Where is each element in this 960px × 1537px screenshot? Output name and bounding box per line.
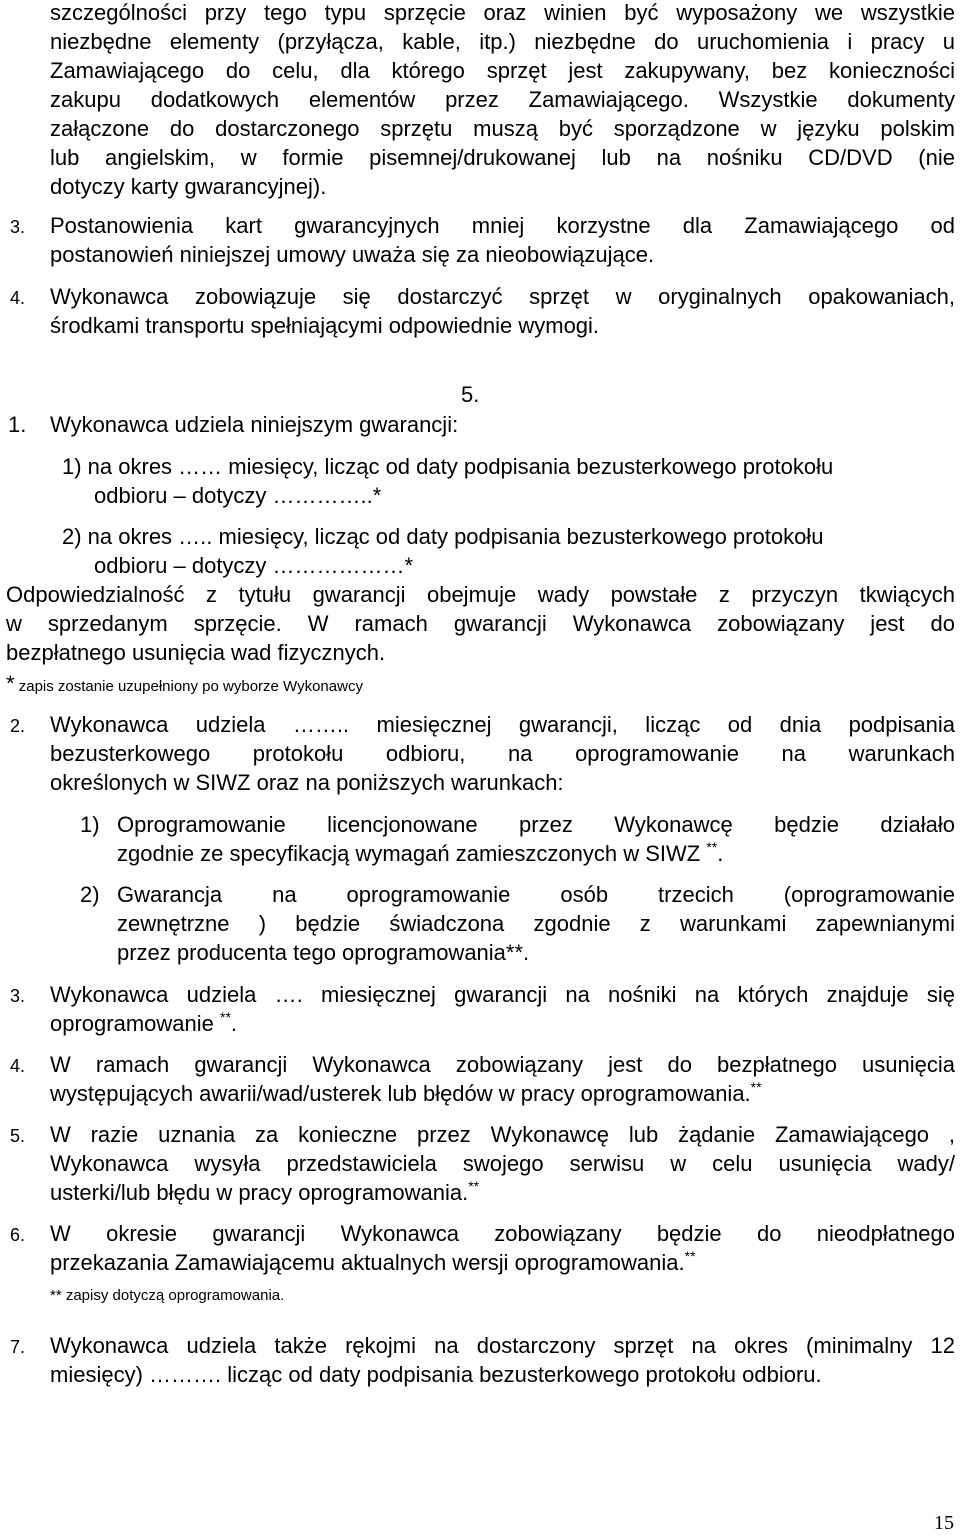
paragraph-line: zakupu dodatkowych elementów przez Zamawiającego. Wszystkie dokumenty <box>50 87 955 112</box>
paragraph-line: bezpłatnego usunięcia wad fizycznych. <box>6 640 386 665</box>
item-number: 2) <box>80 882 100 907</box>
paragraph-line: środkami transportu spełniającymi odpowiednie wymogi. <box>50 313 600 338</box>
paragraph-line: w sprzedanym sprzęcie. W ramach gwarancji Wykonawca zobowiązany jest do <box>6 611 955 636</box>
paragraph-line: postanowień niniejszej umowy uważa się za nieobowiązujące. <box>50 242 655 267</box>
footnote-text: zapis zostanie uzupełniony po wyborze Wykonawcy <box>14 678 363 695</box>
paragraph-line <box>50 1079 762 1108</box>
paragraph-line: Wykonawca udziela także rękojmi na dostarczony sprzęt na okres (minimalny 12 <box>50 1333 955 1358</box>
footnote-ref: ** <box>706 839 718 855</box>
line-text: oprogramowanie <box>50 1011 214 1036</box>
paragraph-line: bezusterkowego protokołu odbioru, na oprogramowanie na warunkach <box>50 741 955 766</box>
item-number: 4. <box>10 288 26 308</box>
line-text: zgodnie ze specyfikacją wymagań zamieszczonych w SIWZ <box>117 841 701 866</box>
warranty-option-line: odbioru – dotyczy …………..* <box>94 483 382 508</box>
item-number: 6. <box>10 1225 26 1245</box>
section-header: 5. <box>461 382 480 407</box>
paragraph-line <box>50 1248 696 1277</box>
paragraph-line <box>117 839 723 868</box>
paragraph-line: szczególności przy tego typu sprzęcie oraz winien być wyposażony we wszystkie <box>50 0 955 25</box>
paragraph-line: W ramach gwarancji Wykonawca zobowiązany jest do bezpłatnego usunięcia <box>50 1052 955 1077</box>
paragraph-line: dotyczy karty gwarancyjnej). <box>50 174 327 199</box>
paragraph-line <box>50 1009 237 1038</box>
item-number: 2. <box>10 716 26 736</box>
line-tail: . <box>230 1011 238 1036</box>
item-number: 5. <box>10 1126 26 1146</box>
item-number: 1. <box>8 412 27 437</box>
paragraph-line: Odpowiedzialność z tytułu gwarancji obejmuje wady powstałe z przyczyn tkwiących <box>6 582 955 607</box>
line-text: przekazania Zamawiającemu aktualnych wersji oprogramowania. <box>50 1250 685 1275</box>
item-number: 3. <box>10 986 26 1006</box>
paragraph-line: miesięcy) ………. licząc od daty podpisania bezusterkowego protokołu odbioru. <box>50 1362 822 1387</box>
footnote-ref: ** <box>220 1009 231 1025</box>
paragraph-line: Wykonawca udziela …. miesięcznej gwarancji na nośniki na których znajduje się <box>50 982 955 1007</box>
footnote-ref: ** <box>684 1248 696 1264</box>
paragraph-line: określonych w SIWZ oraz na poniższych warunkach: <box>50 770 564 795</box>
paragraph-line <box>50 1178 479 1207</box>
item-number: 4. <box>10 1056 26 1076</box>
paragraph-line: Wykonawca wysyła przedstawiciela swojego serwisu w celu usunięcia wady/ <box>50 1151 955 1176</box>
item-number: 7. <box>10 1337 26 1357</box>
line-text: występujących awarii/wad/usterek lub błędów w pracy oprogramowania. <box>50 1081 751 1106</box>
paragraph-line: niezbędne elementy (przyłącza, kable, itp.) niezbędne do uruchomienia i pracy u <box>50 29 955 54</box>
item-number: 3. <box>10 217 26 237</box>
paragraph-line: W razie uznania za konieczne przez Wykonawcę lub żądanie Zamawiającego , <box>50 1122 955 1147</box>
footnote-ref: ** <box>750 1079 762 1095</box>
paragraph-line: Postanowienia kart gwarancyjnych mniej korzystne dla Zamawiającego od <box>50 213 955 238</box>
footnote-ref: ** <box>468 1178 480 1194</box>
paragraph-line: załączone do dostarczonego sprzętu muszą być sporządzone w języku polskim <box>50 116 955 141</box>
footnote <box>6 671 363 697</box>
paragraph-line: Wykonawca udziela …….. miesięcznej gwarancji, licząc od dnia podpisania <box>50 712 955 737</box>
paragraph-line: W okresie gwarancji Wykonawca zobowiązany będzie do nieodpłatnego <box>50 1221 955 1246</box>
warranty-option-line: odbioru – dotyczy ………………* <box>94 553 414 578</box>
line-text: usterki/lub błędu w pracy oprogramowania. <box>50 1180 469 1205</box>
footnote-mark: * <box>6 671 15 696</box>
paragraph-line: Wykonawca zobowiązuje się dostarczyć sprzęt w oryginalnych opakowaniach, <box>50 284 955 309</box>
paragraph-line: Oprogramowanie licencjonowane przez Wykonawcę będzie działało <box>117 812 955 837</box>
paragraph-line: zewnętrzne ) będzie świadczona zgodnie z warunkami zapewnianymi <box>117 911 955 936</box>
item-number: 1) <box>80 812 100 837</box>
warranty-option-line: 2) na okres ….. miesięcy, licząc od daty podpisania bezusterkowego protokołu <box>62 524 824 549</box>
paragraph-line: przez producenta tego oprogramowania**. <box>117 940 530 965</box>
paragraph-line: Zamawiającego do celu, dla którego sprzęt jest zakupywany, bez konieczności <box>50 58 955 83</box>
page-number: 15 <box>934 1512 954 1534</box>
paragraph-line: Wykonawca udziela niniejszym gwarancji: <box>50 412 459 437</box>
paragraph-line: lub angielskim, w formie pisemnej/drukowanej lub na nośniku CD/DVD (nie <box>50 145 955 170</box>
footnote: ** zapisy dotyczą oprogramowania. <box>50 1287 285 1304</box>
warranty-option-line: 1) na okres …… miesięcy, licząc od daty podpisania bezusterkowego protokołu <box>62 454 834 479</box>
paragraph-line: Gwarancja na oprogramowanie osób trzecich (oprogramowanie <box>117 882 955 907</box>
line-tail: . <box>717 841 724 866</box>
